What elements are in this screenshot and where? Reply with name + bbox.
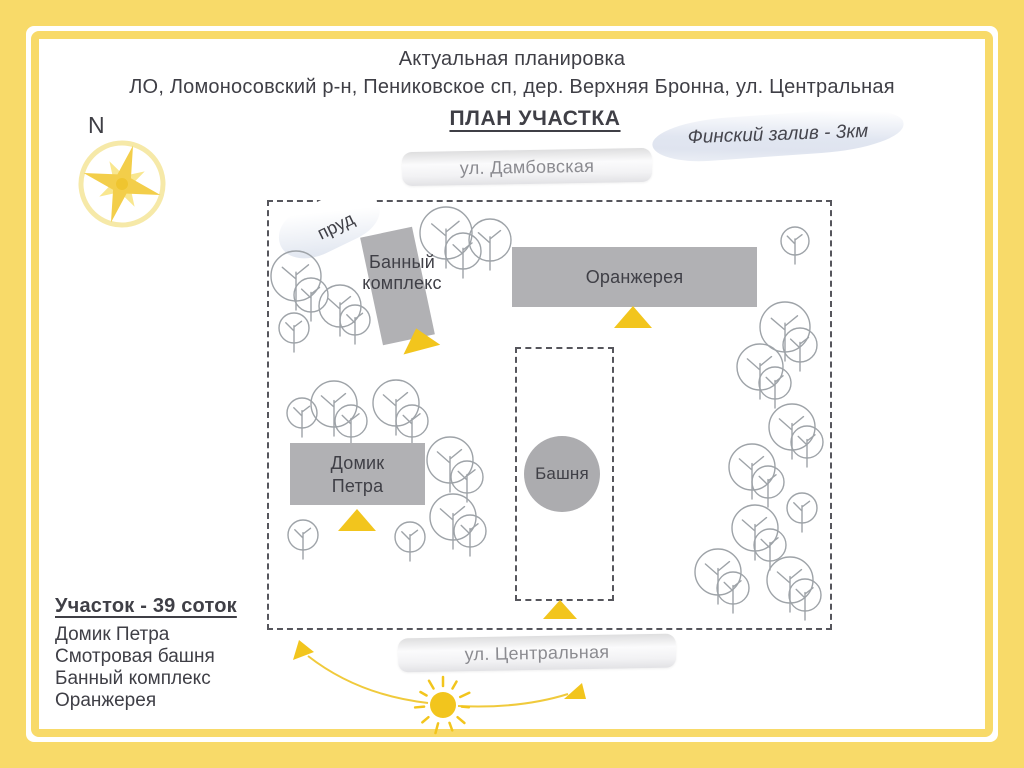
address-line: ЛО, Ломоносовский р-н, Пениковское сп, дер. Верхняя Бронна, ул. Центральная — [129, 76, 895, 98]
house-label-line1: Домик — [330, 453, 385, 473]
legend-item-house: Домик Петра — [55, 624, 170, 645]
bath-complex-label — [328, 252, 476, 294]
marker-triangle-tower — [543, 600, 577, 619]
bath-label-line1: Банный — [369, 252, 435, 272]
sun-path-arrow-right — [458, 683, 586, 707]
north-label: N — [88, 112, 105, 138]
street-name-top: ул. Дамбовская — [459, 155, 595, 179]
pond-label: пруд — [314, 208, 358, 244]
house-label-line2: Петра — [331, 476, 384, 496]
legend-title: Участок - 39 соток — [55, 595, 237, 617]
legend — [55, 595, 237, 712]
compass-rose-icon — [74, 132, 170, 232]
bath-label-line2: комплекс — [362, 273, 442, 293]
legend-item-tower: Смотровая башня — [55, 646, 215, 667]
marker-triangle-orangery — [614, 306, 652, 328]
tower-label: Башня — [535, 464, 589, 483]
orangery-label: Оранжерея — [585, 267, 684, 287]
sun-icon — [415, 677, 469, 733]
legend-item-orangery: Оранжерея — [55, 690, 157, 711]
marker-triangle-house — [338, 509, 376, 531]
street-ribbon-bottom — [398, 634, 677, 673]
gulf-distance-label: Финский залив - 3км — [687, 120, 869, 149]
plan-title: ПЛАН УЧАСТКА — [449, 107, 621, 130]
street-ribbon-top — [402, 148, 653, 186]
street-name-bottom: ул. Центральная — [464, 641, 610, 665]
peter-house-label — [290, 452, 425, 498]
legend-item-bath: Банный комплекс — [55, 668, 211, 689]
page-title: Актуальная планировка — [398, 48, 626, 70]
